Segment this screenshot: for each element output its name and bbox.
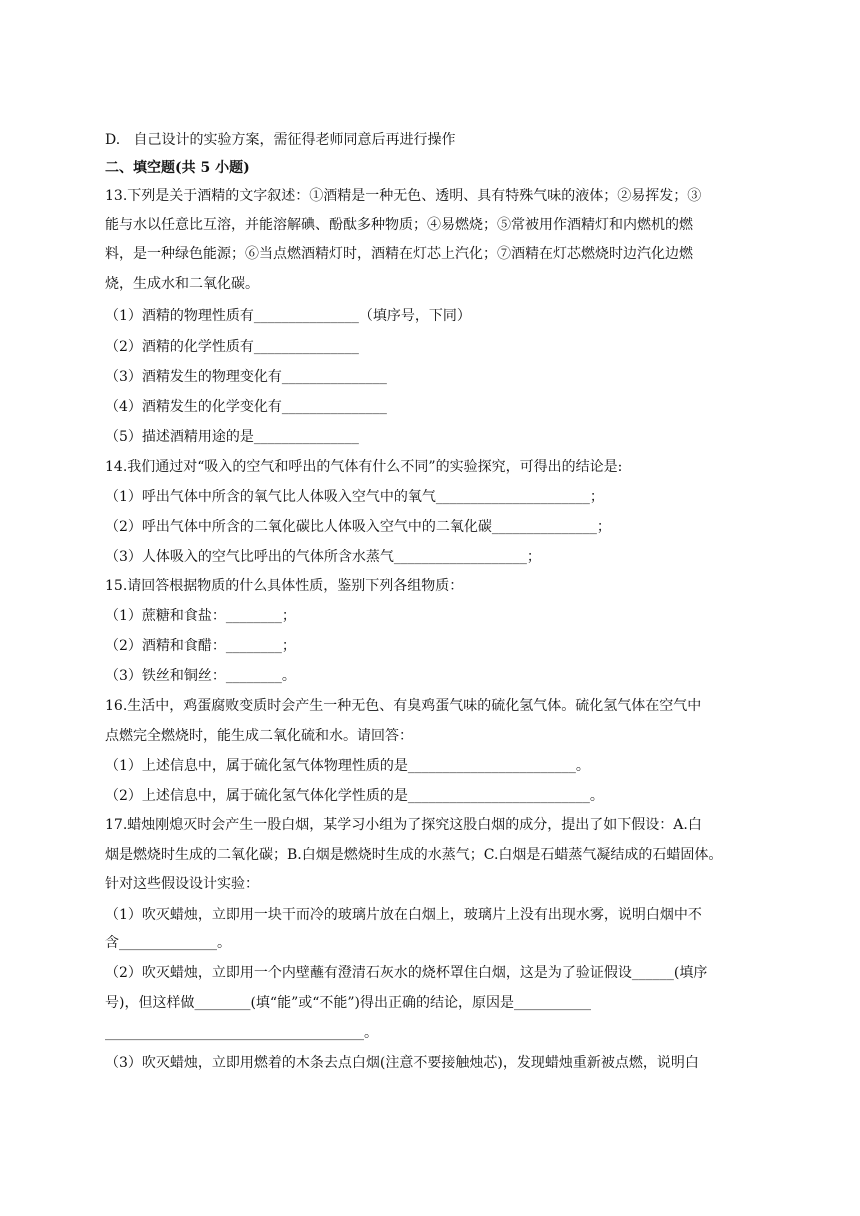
q15-stem: 15.请回答根据物质的什么具体性质，鉴别下列各组物质： (105, 578, 464, 594)
q17-part1-line2: 含______________。 (105, 935, 231, 951)
q13-part1: （1）酒精的物理性质有_______________（填序号，下同） (105, 308, 471, 324)
q14-stem: 14.我们通过对“吸入的空气和呼出的气体有什么不同”的实验探究，可得出的结论是: (105, 459, 623, 475)
q13-stem-line3: 料，是一种绿色能源；⑥当点燃酒精灯时，酒精在灯芯上汽化；⑦酒精在灯芯燃烧时边汽化边燃 (105, 246, 693, 262)
q14-part1: （1）呼出气体中所含的氧气比人体吸入空气中的氧气______________________； (105, 489, 604, 505)
q17-stem-line1: 17.蜡烛刚熄灭时会产生一股白烟，某学习小组为了探究这股白烟的成分，提出了如下假设：A.白 (105, 817, 702, 833)
q16-part1: （1）上述信息中，属于硫化氢气体物理性质的是________________________。 (105, 758, 590, 774)
q17-part3-line1: （3）吹灭蜡烛，立即用燃着的木条去点白烟(注意不要接触烛芯)，发现蜡烛重新被点燃，说明白 (105, 1055, 699, 1071)
q13-part5: （5）描述酒精用途的是_______________ (105, 429, 359, 445)
q13-stem-line1: 13.下列是关于酒精的文字叙述：①酒精是一种无色、透明、具有特殊气味的液体；②易挥发；③ (105, 188, 702, 204)
q16-stem-line2: 点燃完全燃烧时，能生成二氧化硫和水。请回答： (105, 728, 413, 744)
q15-part1: （1）蔗糖和食盐：________； (105, 608, 296, 624)
q17-part1-line1: （1）吹灭蜡烛，立即用一块干而冷的玻璃片放在白烟上，玻璃片上没有出现水雾，说明白烟中不 (105, 907, 702, 923)
q13-part4: （4）酒精发生的化学变化有_______________ (105, 399, 387, 415)
q17-part2-line3: _____________________________________。 (105, 1025, 378, 1041)
q17-part2-line2: 号)，但这样做________(填“能”或“不能”)得出正确的结论，原因是___________ (105, 995, 592, 1011)
q16-stem-line1: 16.生活中，鸡蛋腐败变质时会产生一种无色、有臭鸡蛋气味的硫化氢气体。硫化氢气体在空气中 (105, 698, 702, 714)
q15-part3: （3）铁丝和铜丝：________。 (105, 668, 296, 684)
section-heading: 二、填空题(共 5 小题) (105, 160, 250, 176)
q13-part3: （3）酒精发生的物理变化有_______________ (105, 369, 387, 385)
q17-part2-line1: （2）吹灭蜡烛，立即用一个内壁蘸有澄清石灰水的烧杯罩住白烟，这是为了验证假设______(填序 (105, 965, 708, 981)
q13-stem-line4: 烧，生成水和二氧化碳。 (105, 276, 259, 292)
q17-stem-line3: 针对这些假设设计实验： (105, 876, 259, 892)
q15-part2: （2）酒精和食醋：________； (105, 638, 296, 654)
q14-part3: （3）人体吸入的空气比呼出的气体所含水蒸气___________________； (105, 549, 541, 565)
q17-stem-line2: 烟是燃烧时生成的二氧化碳；B.白烟是燃烧时生成的水蒸气；C.白烟是石蜡蒸气凝结成的石蜡固体。 (105, 847, 723, 863)
q16-part2: （2）上述信息中，属于硫化氢气体化学性质的是__________________________。 (105, 788, 604, 804)
q13-part2: （2）酒精的化学性质有_______________ (105, 339, 359, 355)
q14-part2: （2）呼出气体中所含的二氧化碳比人体吸入空气中的二氧化碳_______________； (105, 519, 611, 535)
q13-stem-line2: 能与水以任意比互溶，并能溶解碘、酚酞多种物质；④易燃烧；⑤常被用作酒精灯和内燃机的燃 (105, 217, 693, 233)
option-d: D. 自己设计的实验方案，需征得老师同意后再进行操作 (105, 132, 456, 148)
